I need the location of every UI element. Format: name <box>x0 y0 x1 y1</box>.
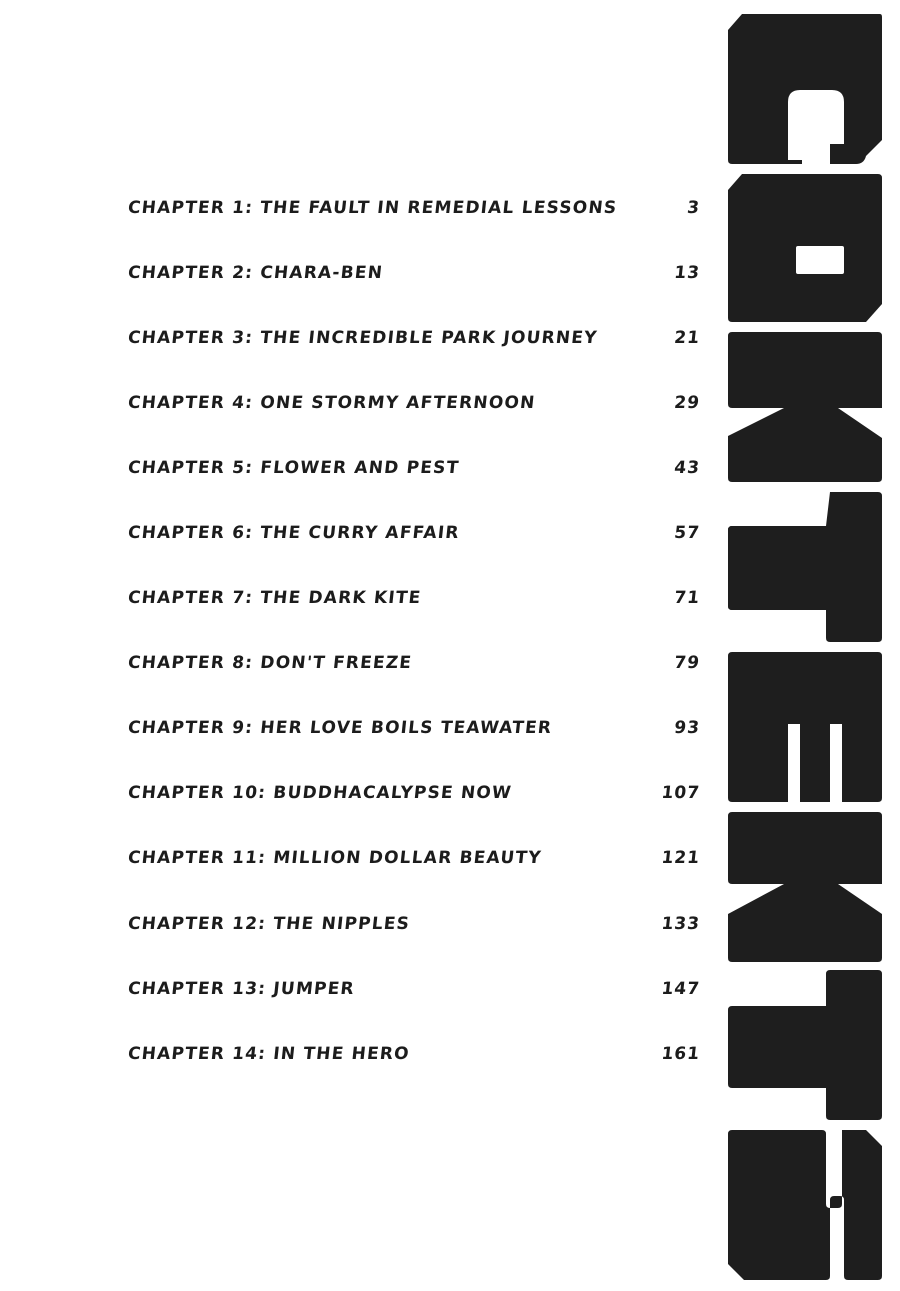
letter-t-glyph-2 <box>728 970 882 1120</box>
chapter-page-number: 133 <box>660 913 702 934</box>
toc-entry-chapter-3[interactable] <box>128 305 700 370</box>
toc-entry-chapter-10[interactable] <box>128 761 700 826</box>
chapter-title: CHAPTER 4: ONE STORMY AFTERNOON <box>126 392 537 413</box>
toc-entry-chapter-4[interactable] <box>128 370 700 435</box>
chapter-title: CHAPTER 13: JUMPER <box>126 978 356 999</box>
chapter-page-number: 13 <box>673 262 702 283</box>
chapter-title: CHAPTER 7: THE DARK KITE <box>126 588 423 609</box>
letter-n-glyph-2 <box>728 812 882 962</box>
chapter-page-number: 3 <box>686 197 702 218</box>
toc-entry-chapter-11[interactable] <box>128 826 700 891</box>
toc-entry-chapter-13[interactable] <box>128 956 700 1021</box>
chapter-title: CHAPTER 9: HER LOVE BOILS TEAWATER <box>126 718 554 739</box>
chapter-title: CHAPTER 5: FLOWER AND PEST <box>126 457 461 478</box>
letter-c-glyph <box>728 14 882 164</box>
chapter-page-number: 121 <box>660 848 702 869</box>
toc-entry-chapter-9[interactable] <box>128 696 700 761</box>
letter-o-glyph <box>728 174 882 322</box>
chapter-page-number: 29 <box>673 392 702 413</box>
letter-t-glyph-1 <box>728 492 882 642</box>
letter-s-glyph <box>728 1130 882 1280</box>
chapter-page-number: 107 <box>660 783 702 804</box>
contents-heading-graphic <box>726 12 884 1282</box>
toc-entry-chapter-1[interactable] <box>128 175 700 240</box>
chapter-title: CHAPTER 10: BUDDHACALYPSE NOW <box>126 783 513 804</box>
chapter-title: CHAPTER 12: THE NIPPLES <box>126 913 412 934</box>
chapter-page-number: 21 <box>673 327 702 348</box>
toc-entry-chapter-14[interactable] <box>128 1021 700 1086</box>
toc-entry-chapter-7[interactable] <box>128 566 700 631</box>
toc-entry-chapter-2[interactable] <box>128 240 700 305</box>
toc-entry-chapter-5[interactable] <box>128 435 700 500</box>
chapter-page-number: 57 <box>673 523 702 544</box>
chapter-title: CHAPTER 14: IN THE HERO <box>126 1043 411 1064</box>
chapter-page-number: 43 <box>673 457 702 478</box>
contents-heading <box>726 12 884 1282</box>
toc-entry-chapter-6[interactable] <box>128 500 700 565</box>
toc-entry-chapter-12[interactable] <box>128 891 700 956</box>
chapter-title: CHAPTER 2: CHARA-BEN <box>126 262 385 283</box>
chapter-title: CHAPTER 6: THE CURRY AFFAIR <box>126 523 461 544</box>
chapter-title: CHAPTER 11: MILLION DOLLAR BEAUTY <box>126 848 543 869</box>
letter-n-glyph-1 <box>728 332 882 482</box>
chapter-page-number: 79 <box>673 653 702 674</box>
chapter-page-number: 161 <box>660 1043 702 1064</box>
chapter-title: CHAPTER 3: THE INCREDIBLE PARK JOURNEY <box>126 327 599 348</box>
chapter-page-number: 147 <box>660 978 702 999</box>
toc-entry-chapter-8[interactable] <box>128 631 700 696</box>
chapter-title: CHAPTER 8: DON'T FREEZE <box>126 653 414 674</box>
chapter-page-number: 71 <box>673 588 702 609</box>
chapter-page-number: 93 <box>673 718 702 739</box>
letter-e-glyph <box>728 652 882 802</box>
chapter-title: CHAPTER 1: THE FAULT IN REMEDIAL LESSONS <box>126 197 619 218</box>
table-of-contents <box>128 175 700 1086</box>
